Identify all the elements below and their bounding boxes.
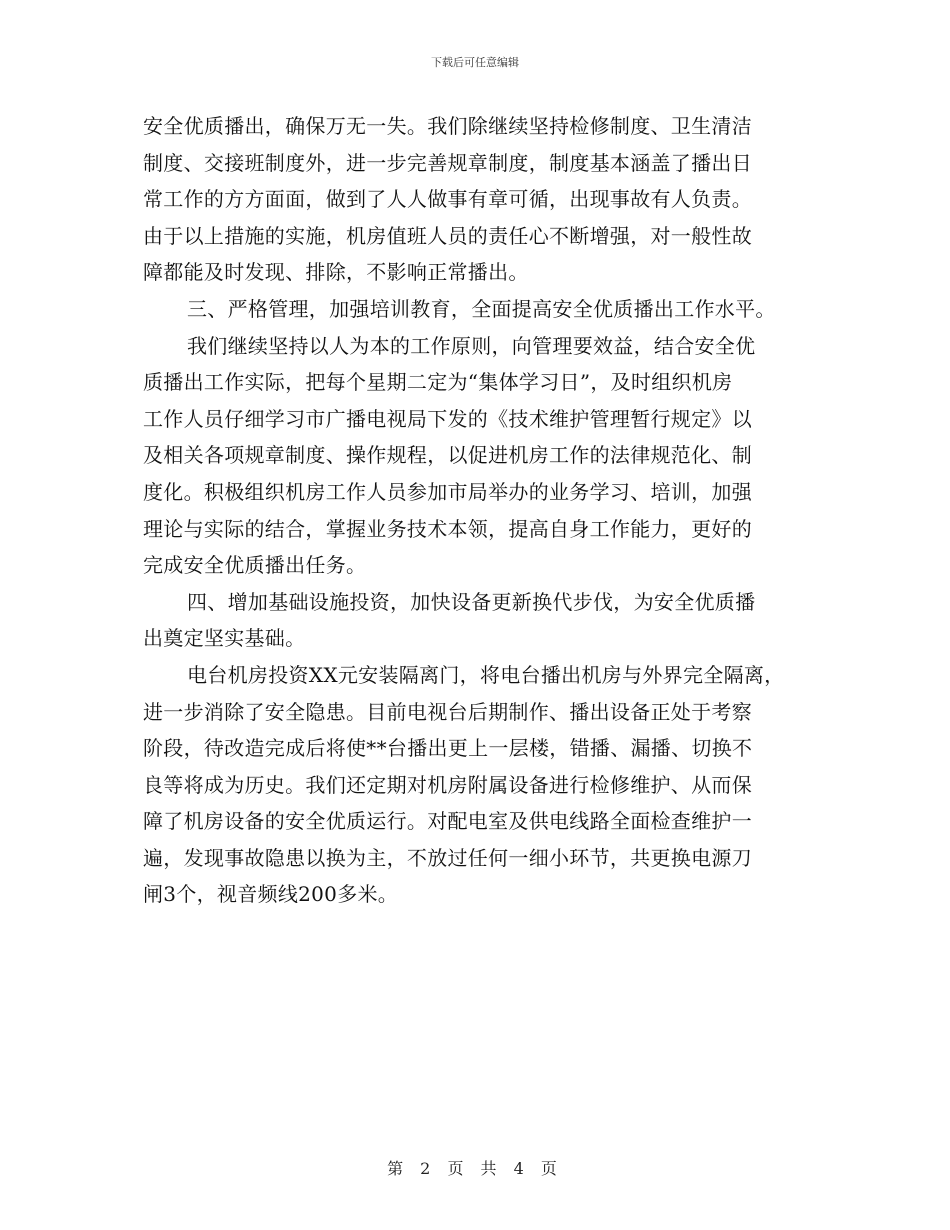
body-line: 我们继续坚持以人为本的工作原则，向管理要效益，结合安全优 [187,333,756,358]
body-line: 质播出工作实际，把每个星期二定为“集体学习日”，及时组织机房 [143,370,733,395]
body-line: 进一步消除了安全隐患。目前电视台后期制作、播出设备正处于考察 [143,699,752,724]
section-heading-4: 四、增加基础设施投资，加快设备更新换代步伐，为安全优质播 [187,589,756,614]
body-line: 制度、交接班制度外，进一步完善规章制度，制度基本涵盖了播出日 [143,150,752,175]
body-line: 由于以上措施的实施，机房值班人员的责任心不断增强，对一般性故 [143,223,752,248]
body-line: 及相关各项规章制度、操作规程，以促进机房工作的法律规范化、制 [143,443,752,468]
body-line: 障都能及时发现、排除，不影响正常播出。 [143,260,529,285]
body-line: 障了机房设备的安全优质运行。对配电室及供电线路全面检查维护一 [143,809,752,834]
section-heading-3: 三、严格管理，加强培训教育，全面提高安全优质播出工作水平。 [187,296,776,321]
body-line: 闸3个，视音频线200多米。 [143,882,399,907]
body-line: 电台机房投资XX元安装隔离门，将电台播出机房与外界完全隔离， [187,662,785,687]
body-line: 常工作的方方面面，做到了人人做事有章可循，出现事故有人负责。 [143,187,752,212]
body-line: 阶段，待改造完成后将使**台播出更上一层楼，错播、漏播、切换不 [143,736,753,761]
body-line: 度化。积极组织机房工作人员参加市局举办的业务学习、培训，加强 [143,479,752,504]
body-line: 理论与实际的结合，掌握业务技术本领，提高自身工作能力，更好的 [143,516,752,541]
body-line: 安全优质播出，确保万无一失。我们除继续坚持检修制度、卫生清洁 [143,114,752,138]
body-line: 出奠定坚实基础。 [143,626,306,651]
document-body [143,108,823,913]
body-line: 良等将成为历史。我们还定期对机房附属设备进行检修维护、从而保 [143,772,752,797]
body-line: 遍，发现事故隐患以换为主，不放过任何一细小环节，共更换电源刀 [143,845,752,870]
page-number-footer: 第 2 页 共 4 页 [387,1159,563,1178]
body-line: 完成安全优质播出任务。 [143,553,367,578]
page-header: 下载后可任意编辑 [431,56,519,69]
body-line: 工作人员仔细学习市广播电视局下发的《技术维护管理暂行规定》以 [143,406,752,431]
